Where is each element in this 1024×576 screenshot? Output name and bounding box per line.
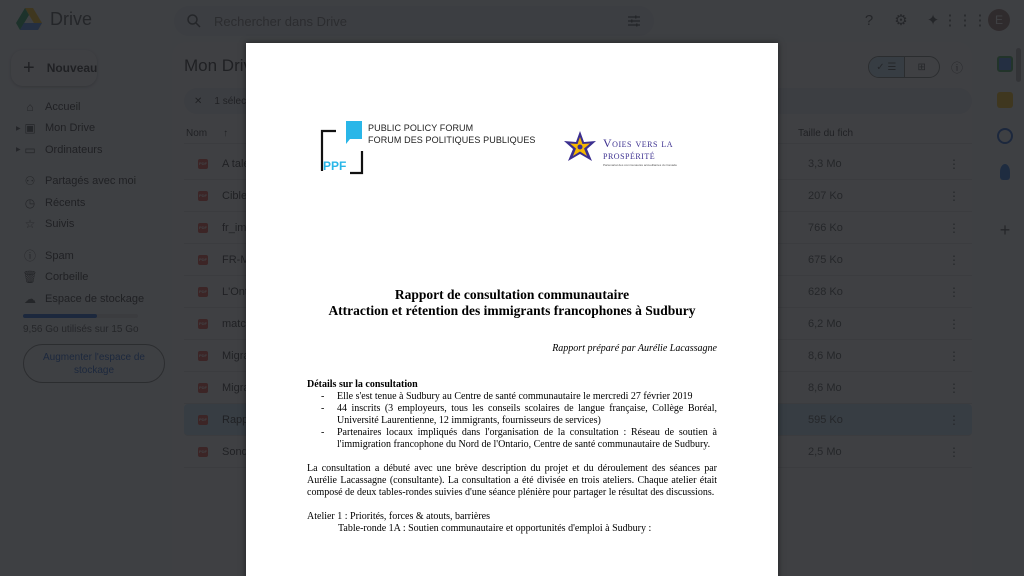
details-item: - 44 inscrits (3 employeurs, tous les conseils scolaires de langue française, Collège Boréal, Université Laurentienne, 12 immigrants, fournisseurs de services) (307, 403, 717, 427)
table-ronde-1a: Table-ronde 1A : Soutien communautaire et opportunités d'emploi à Sudbury : (338, 523, 652, 534)
document-author: Rapport préparé par Aurélie Lacassagne (552, 343, 717, 354)
details-item: - Partenaires locaux impliqués dans l'organisation de la consultation : Réseau de soutien à l'immigration francophone du Nord de l'Ontario, Centre de santé communautaire de Sudbury. (307, 427, 717, 451)
document-subtitle: Attraction et rétention des immigrants francophones à Sudbury (328, 303, 696, 318)
vvp-logo-subtitle: Partenariat des communautés accueillantes du Canada (603, 163, 677, 167)
details-list (307, 391, 717, 451)
atelier-1-heading: Atelier 1 : Priorités, forces & atouts, barrières (307, 511, 490, 522)
pdf-page (246, 43, 778, 576)
ppf-logo-text: PUBLIC POLICY FORUM FORUM DES POLITIQUES PUBLIQUES (368, 123, 536, 145)
svg-text:PPF: PPF (323, 159, 347, 173)
details-heading: Détails sur la consultation (307, 379, 418, 390)
vvp-logo-text: Voies vers la prospérité (603, 136, 674, 162)
details-item: - Elle s'est tenue à Sudbury au Centre de santé communautaire le mercredi 27 février 2019 (307, 391, 717, 403)
ppf-logo-icon (320, 121, 364, 175)
vvp-star-logo-icon (562, 129, 598, 165)
intro-paragraph: La consultation a débuté avec une brève description du projet et du déroulement des séances par Aurélie Lacassagne (consultante). La consultation a été divisée en trois ateliers. Chaque atelier était composé de deux tables-rondes suivies d'une séance plénière pour partager le résultat des discussions. (307, 463, 717, 498)
document-body (307, 379, 717, 535)
document-title: Rapport de consultation communautaire (394, 287, 630, 302)
